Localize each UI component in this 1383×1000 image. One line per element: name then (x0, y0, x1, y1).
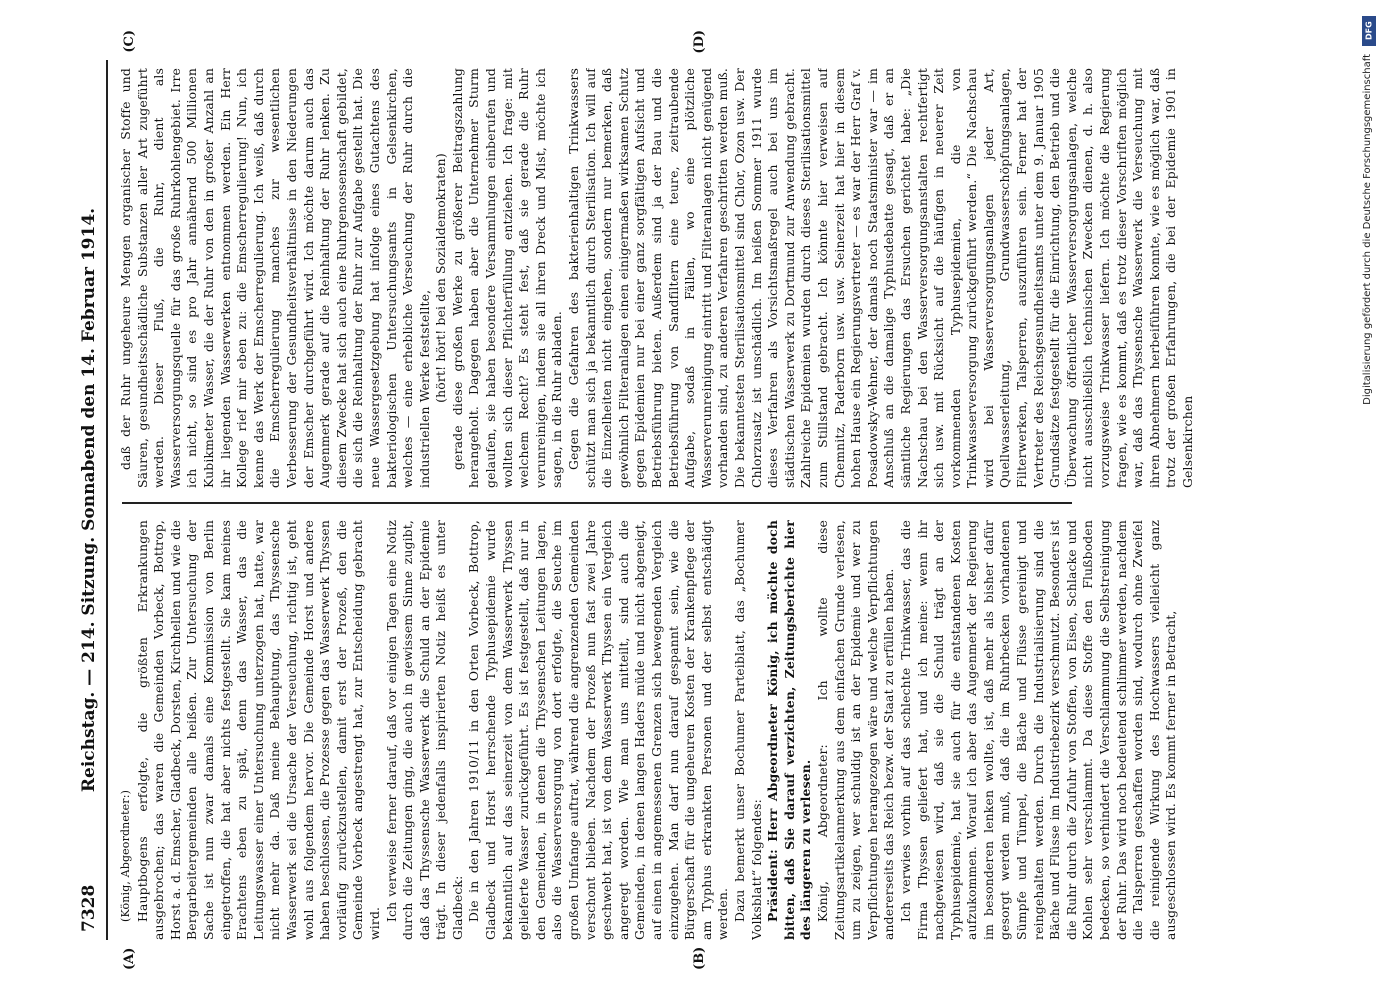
margin-marker-b: (B) (691, 946, 707, 970)
left-column-paragraph: Präsident: Herr Abgeordneter König, ich möchte doch bitten, daß Sie darauf verzichten, Zeitungsberichte hier des längeren zu verlesen. (764, 520, 813, 940)
digitization-sidebar (1359, 10, 1379, 990)
left-column-paragraph: Die in den Jahren 1910/11 in den Orten Vorbeck, Bottrop, Gladbeck und Horst herrschende Typhusepidemie wurde bekanntlich auf das seinerzeit von dem Wasserwerk Thyssen gelieferte Wasser zurückgeführt. Es ist festgestellt, daß nur in den Gemeinden, in denen die Thyssenschen Leitungen lagen, also die Wasserversorgung von dort erfolgte, die Seuche im großen Umfange auftrat, während die angrenzenden Gemeinden verschont blieben. Nachdem der Prozeß nun fast zwei Jahre geschwebt hat, ist von dem Wasserwerk Thyssen ein Vergleich angeregt worden. Wie man uns mitteilt, sind auch die Gemeinden, in denen langen Haders müde und nicht abgeneigt, auf einen in angemessenen Grenzen sich bewegenden Vergleich einzugehen. Man darf nun darauf gespannt sein, wie die Bürgerschaft für die ungeheuren Kosten der Krankenpflege der am Typhus erkrankten Personen und der selbst entschädigt werden. (465, 520, 730, 940)
left-column-paragraph: Hauptbogens erfolgte, die größten Erkrankungen ausgebrochen; das waren die Gemeinden Vorbeck, Bottrop, Horst a. d. Emscher, Gladbeck, Dorsten, Kirchhellen und wie die Bergarbeitergemeinden alle heißen. Zur Untersuchung der Sache ist nun zwar damals eine Kommission von Berlin eingetroffen, die hat aber nichts festgestellt. Sie kam meines Erachtens eben zu spät, denn das Wasser, das die Leitungswasser einer Untersuchung unterzogen hat, hatte, war nicht mehr da. Daß meine Behauptung, das Thyssensche Wasserwerk sei die Ursache der Verseuchung, richtig ist, geht wohl aus folgendem hervor. Die Gemeinde Horst und andere haben beschlossen, die Prozesse gegen das Wasserwerk Thyssen vorläufig zurückzustellen, damit erst der Prozeß, den die Gemeinde Vorbeck angestrengt hat, zur Entscheidung gebracht wird. (134, 520, 382, 940)
left-column (118, 520, 1292, 940)
right-column-paragraph: daß der Ruhr ungeheure Mengen organischer Stoffe und Säuren, gesundheitsschädliche Substanzen aller Art zugeführt werden. Dieser Fluß, die Ruhr, dient als Wasserversorgungsquelle für das große Ruhrkohlengebiet. Irre ich nicht, so sind es pro Jahr annähernd 500 Millionen Kubikmeter Wasser, die der Ruhr von den in großer Anzahl an ihr liegenden Wasserwerken entnommen werden. Ein Herr Kollege rief mir eben zu: die Emscherregulierung! Nun, ich kenne das Werk der Emscherregulierung. Ich weiß, daß durch die Emscherregulierung manches zur wesentlichen Verbesserung der Gesundheitsverhältnisse in den Niederungen der Emscher durchgeführt wird. Ich möchte darum auch das Augenmerk gerade auf die Reinhaltung der Ruhr lenken. Zu diesem Zwecke hat sich auch eine Ruhrgenossenschaft gebildet, die sich die Reinhaltung der Ruhr zur Aufgabe gestellt hat. Die neue Wassergesetzgebung hat infolge eines Gutachtens des bakteriologischen Untersuchungsamts in Gelsenkirchen, welches — eine erhebliche Verseuchung der Ruhr durch die industriellen Werke feststellte, (117, 68, 432, 488)
left-column-paragraph: Ich verwies vorhin auf das schlechte Trinkwasser, das die Firma Thyssen geliefert hat, und ich meine: wenn ihr nachgewiesen wird, daß sie die Schuld trägt an der Typhusepidemie, hat sie auch für die entstandenen Kosten aufzukommen. Worauf ich aber das Augenmerk der Regierung im besonderen lenken wollte, ist, daß mehr als bisher dafür gesorgt werden muß, daß die im Ruhrbecken vorhandenen Sümpfe und Tümpel, die Bäche und Flüsse gereinigt und reingehalten werden. Durch die Industrialisierung sind die Bäche und Flüsse im Industriebezirk verschmutzt. Besonders ist die Ruhr durch die Zufuhr von Stoffen, von Eisen, Schlacke und Kohlen sehr verschlammt. Da diese Stoffe den Flußboden bedecken, so verhindert die Verschlammung die Selbstreinigung der Ruhr. Das wird noch bedeutend schlimmer werden, nachdem die Talsperren geschaffen worden sind, wodurch ohne Zweifel die reinigende Wirkung des Hochwassers vielleicht ganz ausgeschlossen wird. Es kommt ferner in Betracht, (897, 520, 1178, 940)
margin-marker-a: (A) (121, 947, 137, 970)
margin-marker-c: (C) (121, 30, 137, 53)
left-column-paragraph: König, Abgeordneter: Ich wollte diese Zeitungsartikelanmerkung aus dem einfachen Grunde verlesen, um zu zeigen, wer schuldig ist an der Epidemie und wer zu Verpflichtungen herangezogen wäre und welche Verpflichtungen andererseits das Reich bezw. der Staat zu erfüllen haben. (814, 520, 896, 940)
dfg-logo: DFG (1362, 16, 1376, 46)
scanned-sheet (52, 30, 1332, 970)
margin-marker-d: (D) (691, 30, 707, 54)
right-column (118, 68, 1292, 488)
page-header (72, 60, 108, 940)
left-column-paragraph: (König, Abgeordneter:) (118, 789, 132, 922)
left-column-paragraph: Ich verweise ferner darauf, daß vor einigen Tagen eine Notiz durch die Zeitungen ging, die auch in gewissem Sinne zugibt, daß das Thyssensche Wasserwerk die Schuld an der Epidemie trägt. In dieser jedenfalls inspirierten Notiz heißt es unter Gladbeck: (383, 520, 465, 940)
right-column-paragraph: Gegen die Gefahren des bakterienhaltigen Trinkwassers schützt man sich ja bekanntlich durch Sterilisation. Ich will auf die Einzelheiten nicht eingehen, sondern nur bemerken, daß gewöhnlich Filteranlagen einen einigermaßen wirksamen Schutz gegen Epidemien nur bei einer ganz sorgfältigen Aufsicht und Betriebsführung bieten. Außerdem sind ja der Bau und die Betriebsführung von Sandfiltern eine teure, zeitraubende Aufgabe, sodaß in Fällen, wo eine plötzliche Wasserverunreinigung eintritt und Filteranlagen nicht genügend vorhanden sind, zu anderen Verfahren geschritten werden muß. Die bekanntesten Sterilisationsmittel sind Chlor, Ozon usw. Der Chlorzusatz ist unschädlich. Im heißen Sommer 1911 wurde dieses Verfahren als Vorsichtsmaßregel auch bei uns im städtischen Wasserwerk zu Dortmund zur Anwendung gebracht. Zahlreiche Epidemien wurden durch dieses Sterilisationsmittel zum Stillstand gebracht. Ich könnte hier verweisen auf Chemnitz, Paderborn usw. usw. Seinerzeit hat hier in diesem hohen Hause ein Regierungsvertreter — es war der Herr Graf v. Posadowsky-Wehner, der damals noch Staatsminister war — im Anschluß an die damalige Typhusdebatte gesagt, daß er an sämtliche Regierungen das Ersuchen gerichtet habe: „Die Nachschau bei den Wasserversorgungsanstalten rechtfertigt sich usw. mit Rücksicht auf die häufigen in neuerer Zeit vorkommenden Typhusepidemien, die von Trinkwasserversorgung zurückgeführt werden.“ Die Nachschau wird bei Wasserversorgungsanlagen jeder Art, Quellwasserleitung, Grundwasserschöpfungsanlagen, Filterwerken, Talsperren, auszuführen sein. Ferner hat der Vertreter des Reichsgesundheitsamts unter dem 9. Januar 1905 Grundsätze festgestellt für die Einrichtung, den Betrieb und die Überwachung öffentlicher Wasserversorgungsanlagen, welche nicht ausschließlich technischen Zwecken dienen, d. h. also vorzugsweise Trinkwasser liefern. Ich möchte die Regierung fragen, wie es kommt, daß es trotz dieser Vorschriften möglich war, daß das Thyssensche Wasserwerk die Verseuchung mit ihren Abnehmern herbeiführen konnte, wie es möglich war, daß trotz der großen Erfahrungen, die bei der Epidemie 1901 in Gelsenkirchen (565, 68, 1195, 488)
left-column-paragraph: Dazu bemerkt unser Bochumer Parteiblatt, das „Bochumer Volksblatt“ folgendes: (731, 520, 764, 940)
digitization-credit: Digitalisierung gefördert durch die Deutsche Forschungsgemeinschaft (1362, 54, 1373, 405)
page-title: Reichstag. — 214. Sitzung. Sonnabend den 14. Februar 1914. (78, 207, 99, 793)
right-column-paragraph: gerade diese großen Werke zu größerer Beitragszahlung herangeholt. Dagegen haben aber die Unternehmer Sturm gelaufen, sie haben besondere Versammlungen einberufen und wollten sich dieser Pflichterfüllung entziehen. Ich frage: mit welchem Recht? Es steht fest, daß sie gerade die Ruhr verunreinigen, indem sie all ihren Dreck und Mist, möchte ich sagen, in die Ruhr abladen. (449, 68, 564, 488)
page-number: 7328 (78, 884, 99, 932)
right-column-paragraph: (hört! hört! bei den Sozialdemokraten) (432, 153, 448, 403)
